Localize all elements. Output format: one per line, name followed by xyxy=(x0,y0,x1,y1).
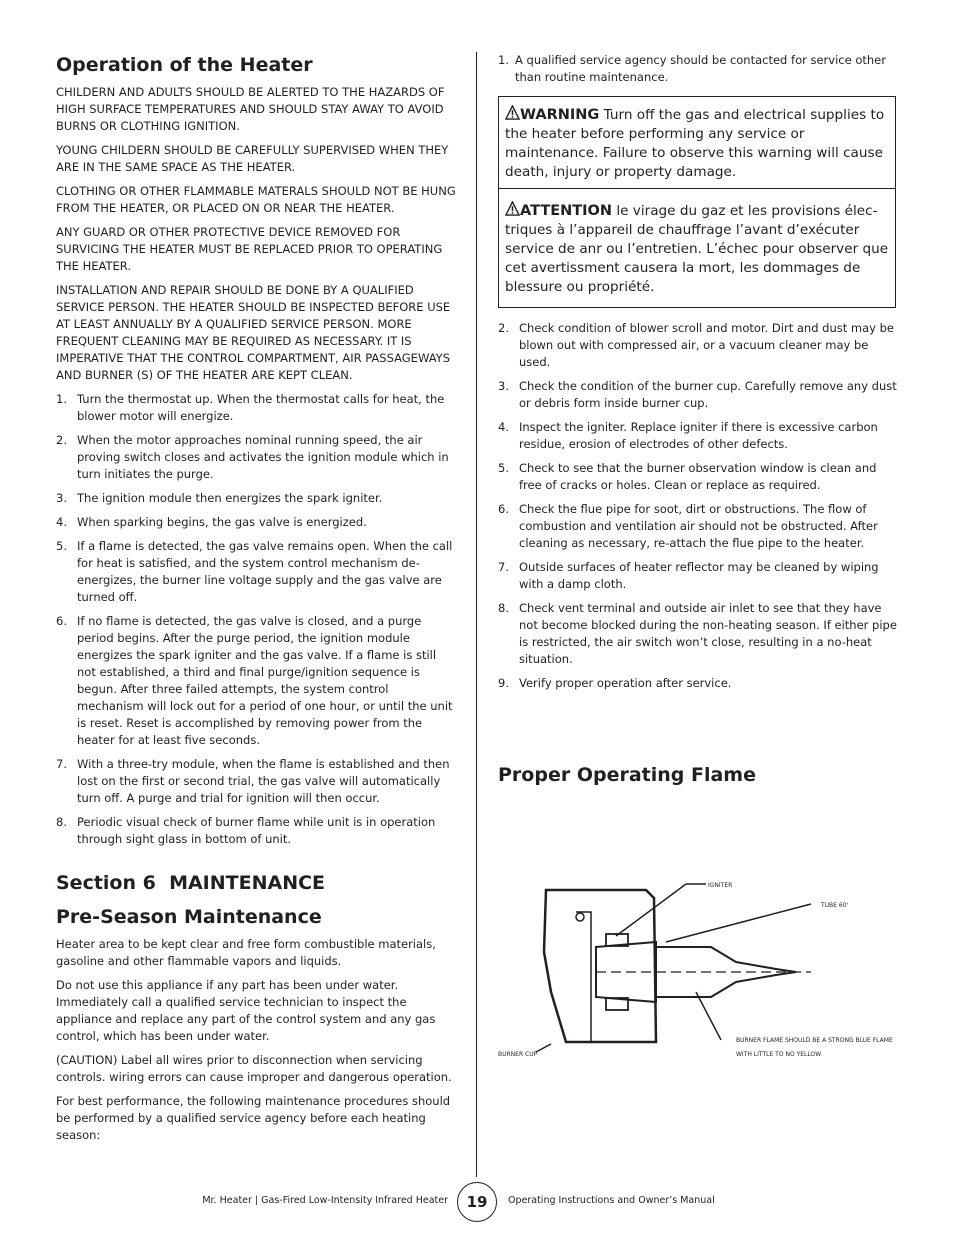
paragraph: (CAUTION) Label all wires prior to disconnection when servicing controls. wiring errors can cause improper and dangerous operation. xyxy=(56,1053,452,1084)
diagram-label: WITH LITTLE TO NO YELLOW xyxy=(736,1051,822,1058)
flame-title: Proper Operating Flame xyxy=(498,764,756,786)
warning-text: Turn off the gas and electrical supplies to the heater before performing any service or maintenance. Failure to observe this warning will cause death, injury or property damage. xyxy=(505,107,885,180)
list-item: 7. With a three-try module, when the flame is established and then lost on the first or second trial, the gas valve will automatically turn off. A purge and trial for ignition will then occur. xyxy=(56,757,450,805)
list-item: 2. Check condition of blower scroll and motor. Dirt and dust may be blown out with compressed air, or a vacuum cleaner may be used. xyxy=(498,321,894,369)
list-item: 1. A qualified service agency should be contacted for service other than routine maintenance. xyxy=(498,53,886,84)
attention-label: ATTENTION xyxy=(520,203,612,219)
paragraph: Do not use this appliance if any part has been under water. Immediately call a qualified service technician to inspect the appliance and replace any part of the control system and any gas control, which has been under water. xyxy=(56,978,436,1043)
warning-box xyxy=(498,96,896,308)
operation-title: Operation of the Heater xyxy=(56,54,313,76)
footer-right: Operating Instructions and Owner’s Manual xyxy=(508,1195,715,1206)
caps-paragraph: ANY GUARD OR OTHER PROTECTIVE DEVICE REMOVED FOR SURVICING THE HEATER MUST BE REPLACED PRIOR TO OPERATING THE HEATER. xyxy=(56,225,443,273)
caps-paragraph: YOUNG CHILDERN SHOULD BE CAREFULLY SUPERVISED WHEN THEY ARE IN THE SAME SPACE AS THE HEATER. xyxy=(56,143,449,174)
list-item: 6. Check the flue pipe for soot, dirt or obstructions. The flow of combustion and ventilation air should not be obstructed. After cleaning as necessary, re-attach the flue pipe to the heater. xyxy=(498,502,878,550)
paragraph: Heater area to be kept clear and free form combustible materials, gasoline and other flammable vapors and liquids. xyxy=(56,937,436,968)
list-item: 1. Turn the thermostat up. When the thermostat calls for heat, the blower motor will energize. xyxy=(56,392,445,423)
maintenance-list xyxy=(498,320,900,692)
list-item: 9. Verify proper operation after service. xyxy=(498,676,732,690)
burner-flame-diagram xyxy=(496,872,906,1072)
column-divider xyxy=(476,52,477,1177)
paragraph: For best performance, the following maintenance procedures should be performed by a qualified service agency before each heating season: xyxy=(56,1094,451,1142)
list-item: 2. When the motor approaches nominal running speed, the air proving switch closes and activates the ignition module which in turn initiates the purge. xyxy=(56,433,449,481)
left-column xyxy=(56,52,456,1151)
right-column xyxy=(498,52,900,788)
section-title: Section 6 MAINTENANCE xyxy=(56,872,326,894)
caps-paragraph: INSTALLATION AND REPAIR SHOULD BE DONE BY A QUALIFIED SERVICE PERSON. THE HEATER SHOULD BE INSPECTED BEFORE USE AT LEAST ANNUALLY BY A QUALIFIED SERVICE PERSON. MORE FREQUENT CLEANING MAY BE REQUIRED AS NECESSARY. IT IS IMPERATIVE THAT THE CONTROL COMPARTMENT, AIR PASSAGEWAYS AND BURNER (S) OF THE HEATER ARE KEPT CLEAN. xyxy=(56,283,451,382)
list-item: 7. Outside surfaces of heater reflector may be cleaned by wiping with a damp cloth. xyxy=(498,560,879,591)
list-item: 4. When sparking begins, the gas valve is energized. xyxy=(56,515,367,529)
list-item: 8. Check vent terminal and outside air inlet to see that they have not become blocked during the non-heating season. If either pipe is restricted, the air switch won’t close, resulting in a no-heat situation. xyxy=(498,601,897,666)
list-item: 5. If a flame is detected, the gas valve remains open. When the call for heat is satisfied, and the system control mechanism de-energizes, the burner line voltage supply and the gas valve are turned off. xyxy=(56,539,453,604)
page-number: 19 xyxy=(457,1182,497,1222)
diagram-label: IGNITER xyxy=(708,882,733,889)
list-item: 8. Periodic visual check of burner flame while unit is in operation through sight glass in bottom of unit. xyxy=(56,815,436,846)
attention-section xyxy=(499,188,895,307)
warning-label: WARNING xyxy=(520,107,600,123)
caps-paragraph: CHILDERN AND ADULTS SHOULD BE ALERTED TO THE HAZARDS OF HIGH SURFACE TEMPERATURES AND SHOULD STAY AWAY TO AVOID BURNS OR CLOTHING IGNITION. xyxy=(56,85,445,133)
caps-paragraph: CLOTHING OR OTHER FLAMMABLE MATERALS SHOULD NOT BE HUNG FROM THE HEATER, OR PLACED ON OR NEAR THE HEATER. xyxy=(56,184,456,215)
list-item: 3. The ignition module then energizes the spark igniter. xyxy=(56,491,383,505)
warning-triangle-icon xyxy=(505,105,520,120)
list-item: 5. Check to see that the burner observation window is clean and free of cracks or holes. Clean or replace as required. xyxy=(498,461,877,492)
list-item: 4. Inspect the igniter. Replace igniter if there is excessive carbon residue, erosion of electrodes of other defects. xyxy=(498,420,878,451)
list-item: 3. Check the condition of the burner cup. Carefully remove any dust or debris form inside burner cup. xyxy=(498,379,897,410)
list-item: 6. If no flame is detected, the gas valve is closed, and a purge period begins. After the purge period, the ignition module energizes the spark igniter and the gas valve. If a flame is still not established, a third and final purge/ignition sequence is begun. After three failed attempts, the system control mechanism will lock out for a period of one hour, or until the unit is reset. Reset is accomplished by removing power from the heater for at least five seconds. xyxy=(56,614,453,747)
maintenance-list-start xyxy=(498,52,900,86)
diagram-label: BURNER CUP xyxy=(498,1051,538,1058)
diagram-label: BURNER FLAME SHOULD BE A STRONG BLUE FLAME xyxy=(736,1037,893,1044)
subsection-title: Pre-Season Maintenance xyxy=(56,906,322,928)
attention-text: le virage du gaz et les provisions élec-triques à l’appareil de chauffrage l’avant d’exécuter service de anr ou l’entretien. L’échec pour observer que cet avertissment causera la mort, les dommages de blessure ou propriété. xyxy=(505,203,889,295)
footer-left: Mr. Heater | Gas-Fired Low-Intensity Infrared Heater xyxy=(202,1195,448,1206)
diagram-label: TUBE 60' xyxy=(821,902,849,909)
operation-steps xyxy=(56,391,456,848)
page-footer xyxy=(0,1180,954,1224)
warning-section xyxy=(499,97,895,188)
warning-triangle-icon xyxy=(505,201,520,216)
